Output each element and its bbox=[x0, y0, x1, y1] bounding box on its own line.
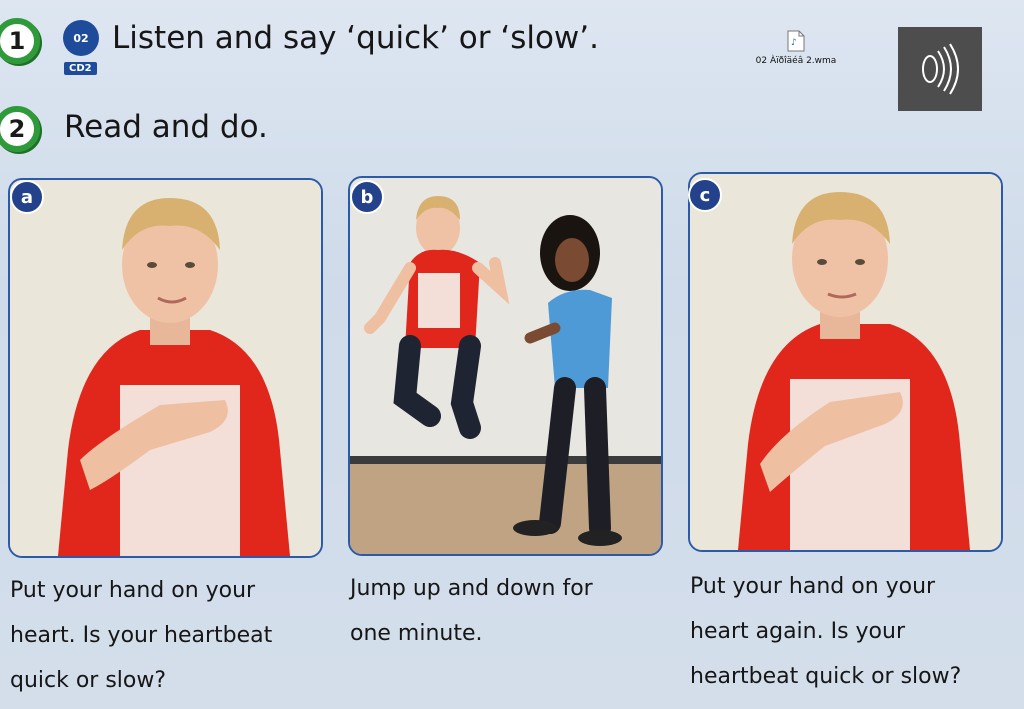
panel-letter-badge bbox=[350, 180, 384, 214]
caption-line: Put your hand on your bbox=[690, 574, 936, 599]
cd-label-text: CD2 bbox=[69, 63, 92, 74]
caption-c bbox=[690, 564, 961, 699]
audio-file-name: 02 Àïðîäéâ 2.wma bbox=[755, 56, 837, 66]
caption-line: one minute. bbox=[350, 621, 483, 646]
photo-panel-c bbox=[688, 172, 1003, 552]
caption-line: heart again. Is your bbox=[690, 619, 906, 644]
exercise-number: 1 bbox=[8, 27, 26, 55]
caption-line: Put your hand on your bbox=[10, 578, 256, 603]
panel-letter: b bbox=[360, 186, 374, 208]
panel-letter-badge bbox=[688, 178, 722, 212]
speaker-icon bbox=[910, 39, 970, 99]
cd-track-number: 02 bbox=[73, 31, 89, 45]
caption-line: quick or slow? bbox=[10, 668, 167, 693]
exercise2-heading: Read and do. bbox=[64, 109, 268, 145]
boy-hand-on-heart-photo bbox=[10, 180, 321, 556]
exercise-number-badge bbox=[0, 106, 40, 152]
svg-text:♪: ♪ bbox=[791, 38, 797, 48]
caption-line: heart. Is your heartbeat bbox=[10, 623, 273, 648]
caption-line: Jump up and down for bbox=[350, 576, 593, 601]
exercise1-heading: Listen and say ‘quick’ or ‘slow’. bbox=[112, 20, 599, 56]
boy-jumping-photo bbox=[350, 178, 661, 554]
boy-hand-on-heart-again-photo bbox=[690, 174, 1001, 550]
exercise-number: 2 bbox=[8, 115, 26, 143]
photo-panel-b bbox=[348, 176, 663, 556]
photo-panel-a bbox=[8, 178, 323, 558]
caption-b bbox=[350, 566, 593, 656]
audio-file-icon bbox=[787, 30, 805, 52]
exercise-number-badge bbox=[0, 18, 40, 64]
audio-file[interactable] bbox=[748, 30, 844, 66]
panel-letter: a bbox=[20, 186, 34, 208]
cd-track-icon[interactable] bbox=[63, 20, 99, 56]
caption-line: heartbeat quick or slow? bbox=[690, 664, 962, 689]
panel-letter-badge bbox=[10, 180, 44, 214]
cd-label bbox=[64, 62, 97, 75]
panel-letter: c bbox=[699, 184, 711, 206]
speaker-button[interactable] bbox=[898, 27, 982, 111]
caption-a bbox=[10, 568, 272, 703]
